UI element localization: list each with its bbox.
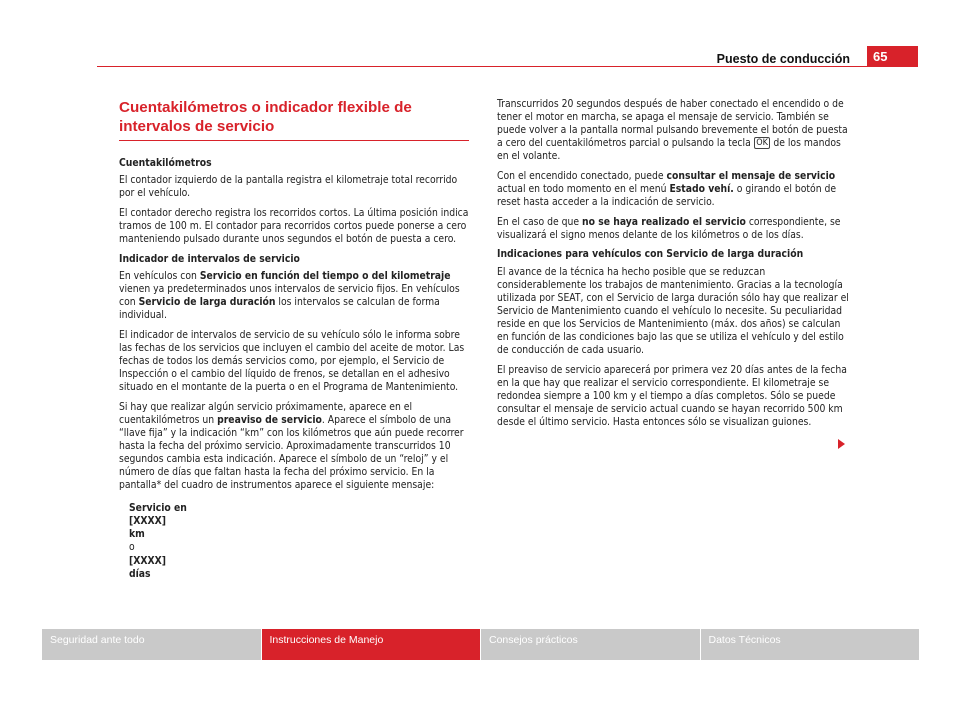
ok-key-icon: OK — [754, 137, 771, 149]
paragraph: En el caso de que no se haya realizado el servicio correspondiente, se visualizará el signo menos delante de los kilómetros o de los días. — [497, 215, 841, 241]
footer-nav — [42, 629, 919, 660]
subheading-odometer: Cuentakilómetros — [119, 157, 212, 169]
section-title: Cuentakilómetros o indicador flexible de intervalos de servicio — [119, 98, 469, 141]
paragraph: Transcurridos 20 segundos después de haber conectado el encendido o de tener el motor en marcha, se apaga el mensaje de servicio. También se puede volver a la pantalla normal pulsando brevemente el botón de puesta a cero del cuentakilómetros parcial o pulsando la tecla OK de los mandos en el volante. — [497, 98, 848, 163]
subheading-long-life-service: Indicaciones para vehículos con Servicio de larga duración — [497, 248, 804, 261]
header-rule — [97, 66, 867, 67]
footer-tab-practical-tips[interactable]: Consejos prácticos — [481, 629, 700, 660]
paragraph: El contador derecho registra los recorridos cortos. La última posición indica tramos de 100 m. El contador para recorridos cortos puede ponerse a cero manteniendo pulsado durante unos segundos el botón de puesta a cero. — [119, 206, 469, 245]
message-line: Servicio en — [129, 502, 187, 515]
right-column — [497, 98, 853, 436]
message-line: km — [129, 528, 145, 541]
page-number: 65 — [867, 46, 918, 67]
display-message — [129, 502, 469, 581]
footer-tab-safety[interactable]: Seguridad ante todo — [42, 629, 261, 660]
paragraph: En vehículos con Servicio en función del tiempo o del kilometraje vienen ya predeterminados unos intervalos de servicio fijos. En vehículos con Servicio de larga duración los intervalos se calculan de forma individual. — [119, 269, 460, 321]
continue-arrow-icon — [838, 439, 845, 449]
footer-tab-operating-instructions[interactable]: Instrucciones de Manejo — [262, 629, 481, 660]
running-header-title: Puesto de conducción — [716, 52, 850, 66]
paragraph: El contador izquierdo de la pantalla registra el kilometraje total recorrido por el vehículo. — [119, 174, 458, 200]
paragraph: Con el encendido conectado, puede consultar el mensaje de servicio actual en todo momento en el menú Estado vehí. o girando el botón de reset hasta acceder a la indicación de servicio. — [497, 169, 837, 209]
message-line: o — [129, 541, 135, 554]
paragraph: El preaviso de servicio aparecerá por primera vez 20 días antes de la fecha en la que hay que realizar el servicio correspondiente. El kilometraje se redondea siempre a 100 km y el tiempo a días completos. Sólo se puede consultar el mensaje de servicio actual cuando se hayan recorrido 500 km desde el último servicio. Hasta entonces sólo se visualizan guiones. — [497, 363, 847, 429]
left-column — [119, 98, 469, 581]
message-line: [XXXX] — [129, 515, 167, 528]
paragraph: Si hay que realizar algún servicio próximamente, aparece en el cuentakilómetros un preaviso de servicio. Aparece el símbolo de una “llave fija” y la indicación “km” con los kilómetros que aún puede recorrer hasta la fecha del próximo servicio. Aproximadamente transcurridos 10 segundos cambia esta indicación. Aparece el símbolo de un “reloj” y el número de días que faltan hasta la fecha del próximo servicio. En la pantalla* del cuadro de instrumentos aparece el siguiente mensaje: — [119, 400, 464, 492]
paragraph: El indicador de intervalos de servicio de su vehículo sólo le informa sobre las fechas de los servicios que incluyen el cambio del aceite de motor. Las fechas de todos los demás servicios como, por ejemplo, el Servicio de Inspección o el cambio del líquido de frenos, se detallan en el adhesivo situado en el montante de la puerta o en el Programa de Mantenimiento. — [119, 328, 465, 393]
paragraph: El avance de la técnica ha hecho posible que se reduzcan considerablemente los trabajos de mantenimiento. Gracias a la tecnología utilizada por SEAT, con el Servicio de larga duración sólo hay que realizar el Servicio de Mantenimiento cuando el vehículo lo necesite. Su peculiaridad reside en que los Servicios de Mantenimiento (máx. dos años) se calculan en función de las condiciones bajo las que se utiliza el vehículo y del estilo de conducción de cada usuario. — [497, 265, 849, 357]
message-line: días — [129, 567, 151, 580]
message-line: [XXXX] — [129, 554, 167, 567]
footer-tab-technical-data[interactable]: Datos Técnicos — [701, 629, 920, 660]
subheading-service-indicator: Indicador de intervalos de servicio — [119, 252, 300, 265]
